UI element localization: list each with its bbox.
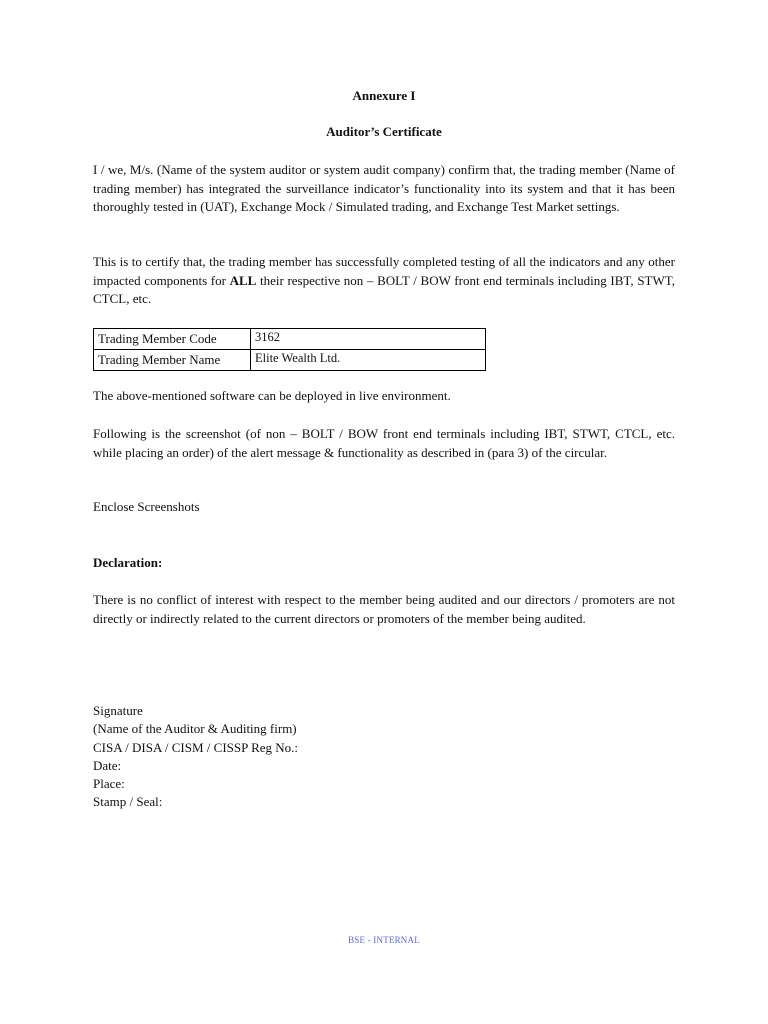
auditor-name-label: (Name of the Auditor & Auditing firm) <box>93 721 297 736</box>
certification-text-end: their respective non – BOLT / BOW front end terminals including IBT, STWT, CTCL, etc. <box>93 272 675 306</box>
intro-paragraph: I / we, M/s. (Name of the system auditor or system audit company) confirm that, the trading member (Name of trading member) has integrated the surveillance indicator’s functionality into its system and that it has been thoroughly tested in (UAT), Exchange Mock / Simulated trading, and Exchange Test Market settings. <box>93 162 675 214</box>
trading-member-code-label: Trading Member Code <box>94 329 251 350</box>
enclose-screenshots-text: Enclose Screenshots <box>93 499 200 514</box>
declaration-title: Declaration: <box>93 555 163 570</box>
certification-text-emphasis: ALL <box>229 272 257 288</box>
certification-paragraph <box>93 253 675 309</box>
reg-no-label: CISA / DISA / CISM / CISSP Reg No.: <box>93 740 299 755</box>
table-row <box>94 350 486 371</box>
annexure-heading: Annexure I <box>352 88 416 103</box>
stamp-seal-label: Stamp / Seal: <box>93 794 163 809</box>
certification-text-start: This is to certify that, the trading member has successfully completed testing of all the indicators and any other impacted components for <box>93 254 675 288</box>
trading-member-name-label: Trading Member Name <box>94 350 251 371</box>
signature-label: Signature <box>93 703 143 718</box>
classification-footer: BSE - INTERNAL <box>348 935 420 945</box>
screenshot-paragraph: Following is the screenshot (of non – BOLT / BOW front end terminals including IBT, STWT, CTCL, etc. while placing an order) of the alert message & functionality as described in (para 3) of the circular. <box>93 426 675 460</box>
trading-member-name-value: Elite Wealth Ltd. <box>251 350 486 371</box>
certificate-title: Auditor’s Certificate <box>326 124 442 139</box>
declaration-text: There is no conflict of interest with respect to the member being audited and our directors / promoters are not directly or indirectly related to the current directors or promoters of the member being audited. <box>93 592 675 626</box>
trading-member-code-value: 3162 <box>251 329 486 350</box>
table-row <box>94 329 486 350</box>
date-label: Date: <box>93 758 122 773</box>
deployment-paragraph: The above-mentioned software can be deployed in live environment. <box>93 388 451 403</box>
trading-member-table <box>93 328 486 371</box>
place-label: Place: <box>93 776 125 791</box>
